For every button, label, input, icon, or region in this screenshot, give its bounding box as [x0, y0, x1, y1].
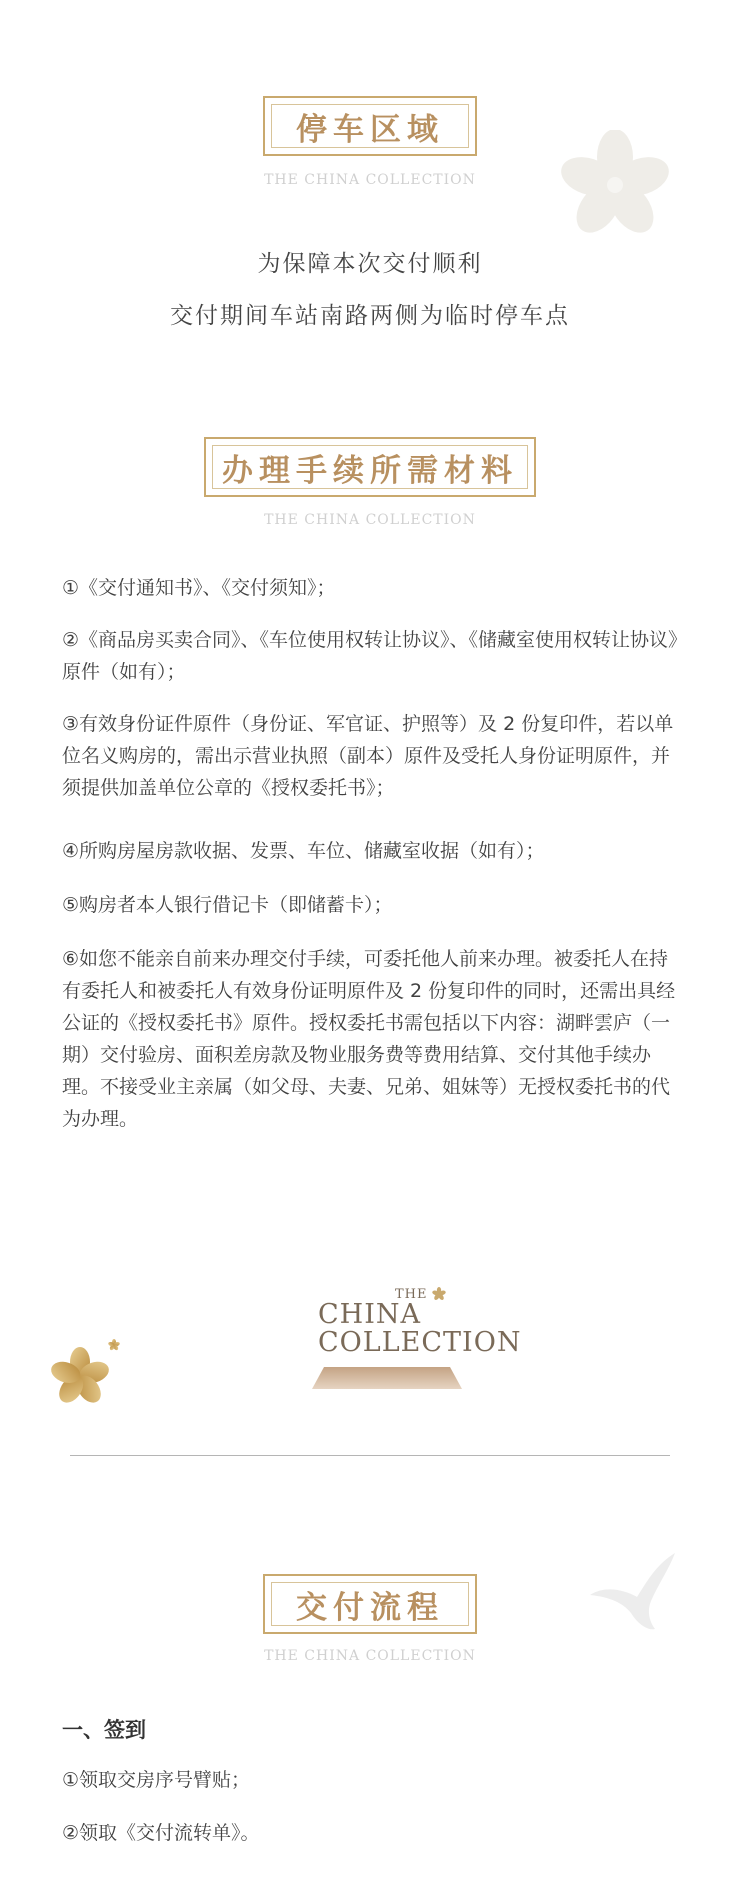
materials-heading: 办理手续所需材料 — [222, 452, 518, 489]
process-item-2: ②领取《交付流转单》。 — [62, 1822, 260, 1844]
china-collection-logo — [300, 1287, 540, 1397]
process-item-1: ①领取交房序号臂贴； — [62, 1769, 251, 1791]
swallow-icon — [585, 1545, 685, 1635]
logo-line-2: COLLECTION — [318, 1327, 522, 1358]
materials-item-3: ③有效身份证件原件（身份证、军官证、护照等）及 2 份复印件，若以单位名义购房的，需出示营业执照（副本）原件及受托人身份证明原件，并须提供加盖单位公章的《授权委托书》； — [62, 713, 674, 799]
parking-line-1: 为保障本次交付顺利 — [257, 251, 483, 277]
materials-item-1: ①《交付通知书》、《交付须知》； — [62, 577, 336, 599]
logo-base — [312, 1367, 462, 1389]
parking-heading-box — [263, 96, 477, 156]
gold-flower-icon — [46, 1335, 126, 1410]
materials-heading-box — [204, 437, 536, 497]
white-flower-icon — [555, 130, 675, 240]
logo-the: THE — [395, 1287, 428, 1302]
process-step-title: 一、签到 — [62, 1718, 146, 1742]
section-divider — [70, 1455, 670, 1456]
process-heading: 交付流程 — [296, 1589, 444, 1626]
materials-item-5: ⑤购房者本人银行借记卡（即储蓄卡）； — [62, 894, 393, 916]
process-subbrand: THE CHINA COLLECTION — [264, 1648, 476, 1664]
parking-line-2: 交付期间车站南路两侧为临时停车点 — [170, 303, 570, 329]
logo-flower-icon — [432, 1287, 446, 1301]
logo-line-1: CHINA — [318, 1299, 421, 1330]
parking-subbrand: THE CHINA COLLECTION — [264, 172, 476, 188]
parking-heading: 停车区域 — [296, 111, 444, 148]
process-heading-box — [263, 1574, 477, 1634]
materials-subbrand: THE CHINA COLLECTION — [264, 512, 476, 528]
materials-item-4: ④所购房屋房款收据、发票、车位、储藏室收据（如有）； — [62, 840, 545, 862]
materials-item-6: ⑥如您不能亲自前来办理交付手续，可委托他人前来办理。被委托人在持有委托人和被委托人有效身份证明原件及 2 份复印件的同时，还需出具经公证的《授权委托书》原件。授权委托书需包括以下内容：湖畔雲庐（一期）交付验房、面积差房款及物业服务费等费用结算、交付其他手续办理。不接受业主亲属（如父母、夫妻、兄弟、姐妹等）无授权委托书的代为办理。 — [62, 948, 676, 1130]
materials-item-2: ②《商品房买卖合同》、《车位使用权转让协议》、《储藏室使用权转让协议》原件（如有）； — [62, 629, 678, 683]
